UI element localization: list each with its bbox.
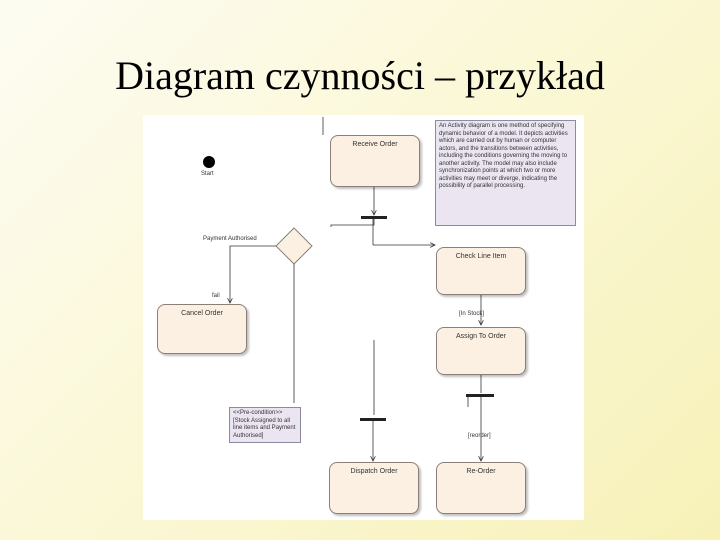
description-note: An Activity diagram is one method of specifying dynamic behavior of a model. It depicts activities which are carried out by human or computer actors, and the transitions between activities, including the conditions governing the moving to another activity. The model may also include synchronization points at which two or more activities may meet or diverge, indicating the possibility of parallel processing. (435, 120, 576, 226)
fork-bar-reorder (466, 394, 494, 397)
activity-assign-to-order (436, 327, 526, 375)
fork-bar-top (361, 216, 387, 219)
join-bar (360, 418, 386, 421)
in-stock-label: [In Stock] (459, 311, 485, 317)
assign-to-order-label: Assign To Order (455, 333, 507, 340)
reorder-guard-label: [reorder] (468, 433, 491, 439)
activity-cancel-order (157, 304, 247, 354)
precondition-note: <<Pre-condition>> [Stock Assigned to all line items and Payment Authorised] (229, 407, 301, 443)
activity-check-line-item (436, 247, 526, 295)
receive-order-label: Receive Order (352, 141, 398, 148)
re-order-label: Re-Order (466, 468, 496, 475)
cancel-order-label: Cancel Order (181, 310, 223, 317)
activity-receive-order (330, 135, 420, 187)
decision-diamond (276, 228, 312, 264)
fail-label: fail (212, 293, 220, 299)
activity-diagram (143, 115, 584, 520)
start-label: Start (201, 171, 214, 177)
check-line-item-label: Check Line Item (455, 253, 507, 260)
activity-re-order (436, 462, 526, 514)
slide-title: Diagram czynności – przykład (115, 53, 605, 98)
activity-dispatch-order (329, 462, 419, 514)
dispatch-order-label: Dispatch Order (350, 468, 398, 475)
decision-label: Payment Authorised (203, 236, 257, 242)
start-node (203, 156, 215, 168)
